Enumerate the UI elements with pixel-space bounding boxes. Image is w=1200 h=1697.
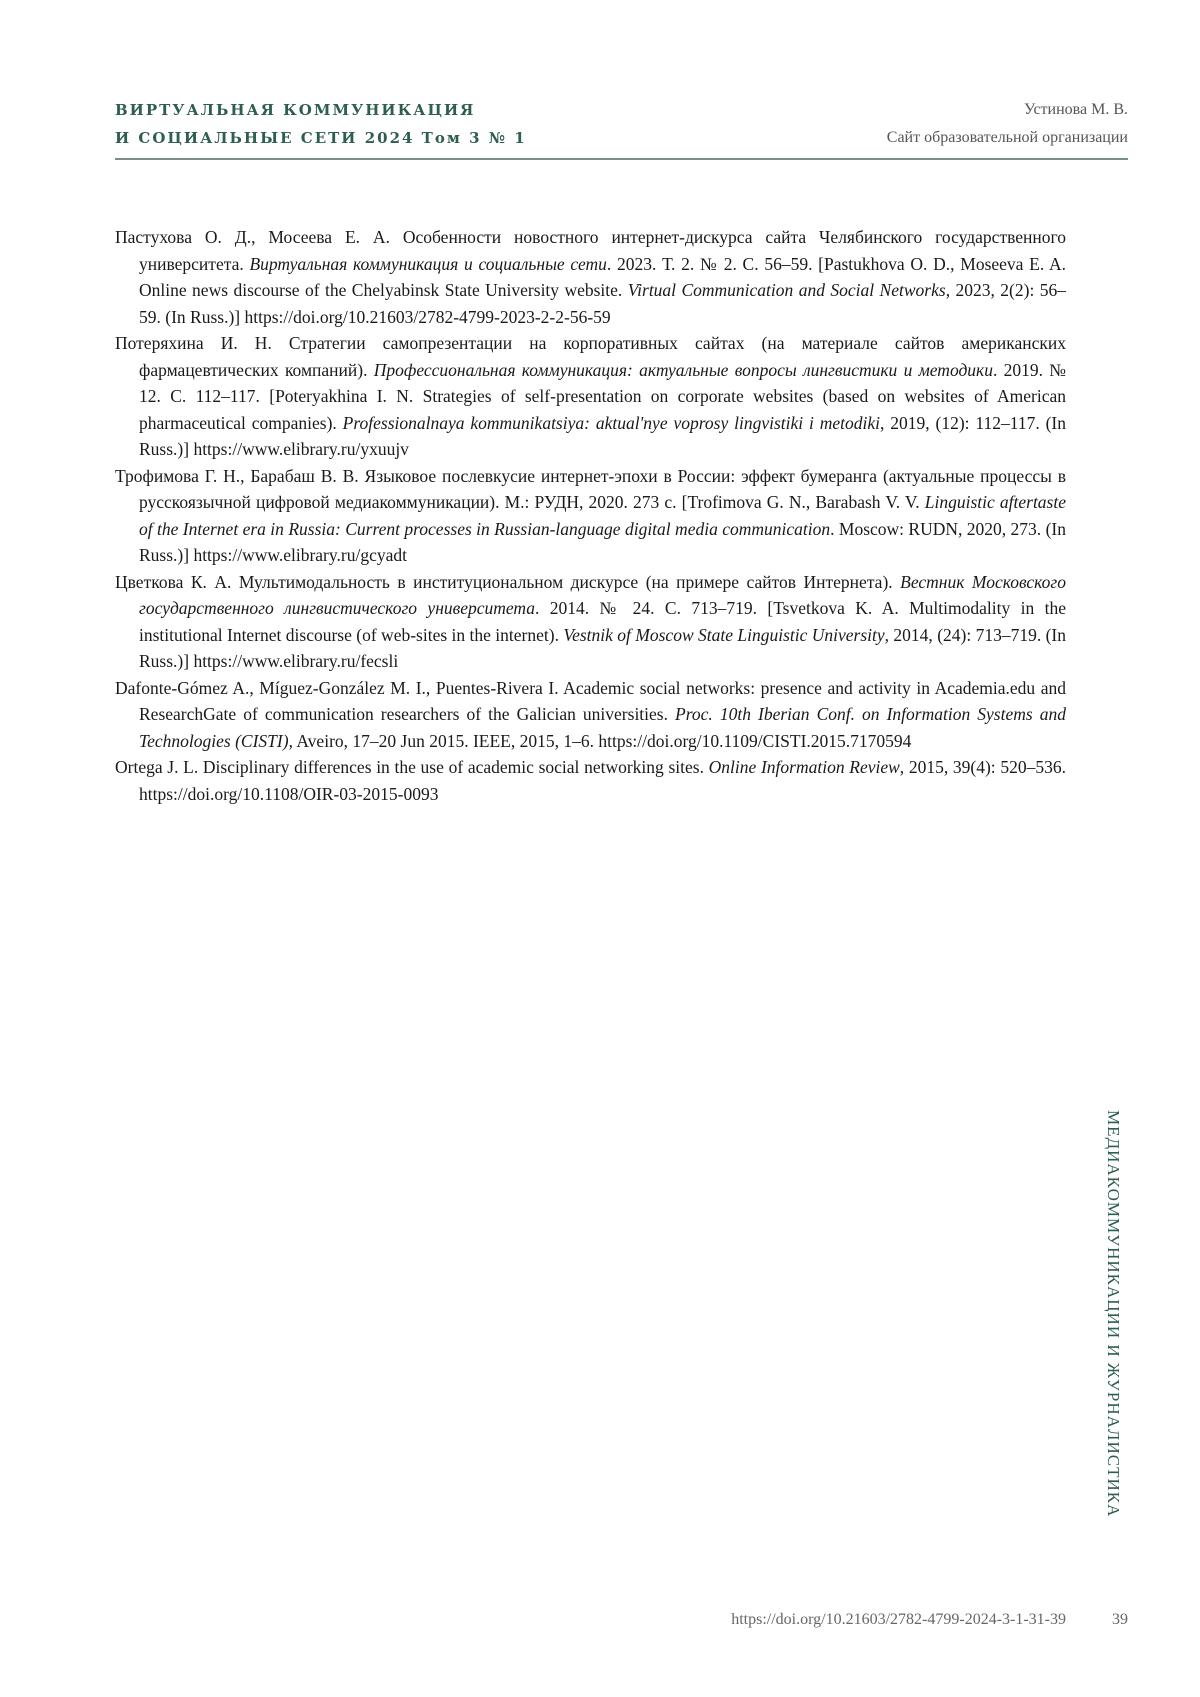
reference-item: Потеряхина И. Н. Стратегии самопрезентации на корпоративных сайтах (на материале сайтов американских фармацевтических компаний). Профессиональная коммуникация: актуальные вопросы лингвистики и методики. 2019. № 12. С. 112–117. [Poteryakhina I. N. Strategies of self-presentation on corporate websites (based on websites of American pharmaceutical companies). Professionalnaya kommunikatsiya: aktual'nye voprosy lingvistiki i metodiki, 2019, (12): 112–117. (In Russ.)] https://www.elibrary.ru/yxuujv [115, 330, 1066, 463]
reference-item: Dafonte-Gómez A., Míguez-González M. I., Puentes-Rivera I. Academic social networks: presence and activity in Academia.edu and ResearchGate of communication researchers of the Galician universities. Proc. 10th Iberian Conf. on Information Systems and Technologies (CISTI), Aveiro, 17–20 Jun 2015. IEEE, 2015, 1–6. https://doi.org/10.1109/CISTI.2015.7170594 [115, 675, 1066, 755]
journal-title-line-1: ВИРТУАЛЬНАЯ КОММУНИКАЦИЯ [115, 96, 527, 124]
reference-list [115, 224, 1066, 807]
article-info [887, 96, 1128, 152]
journal-title-line-2: И СОЦИАЛЬНЫЕ СЕТИ 2024 Том 3 № 1 [115, 124, 527, 152]
journal-title [115, 96, 527, 152]
footer-doi: https://doi.org/10.21603/2782-4799-2024-3-1-31-39 [731, 1611, 1066, 1629]
reference-item: Трофимова Г. Н., Барабаш В. В. Языковое послевкусие интернет-эпохи в России: эффект бумеранга (актуальные процессы в русскоязычной цифровой медиакоммуникации). М.: РУДН, 2020. 273 с. [Trofimova G. N., Barabash V. V. Linguistic aftertaste of the Internet era in Russia: Current processes in Russian-language digital media communication. Moscow: RUDN, 2020, 273. (In Russ.)] https://www.elibrary.ru/gcyadt [115, 463, 1066, 569]
author-name: Устинова М. В. [887, 96, 1128, 124]
section-name: МЕДИАКОММУНИКАЦИИ И ЖУРНАЛИСТИКА [1103, 1110, 1123, 1517]
reference-item: Цветкова К. А. Мультимодальность в институциональном дискурсе (на примере сайтов Интернета). Вестник Московского государственного лингвистического университета. 2014. № 24. С. 713–719. [Tsvetkova K. A. Multimodality in the institutional Internet discourse (of web-sites in the internet). Vestnik of Moscow State Linguistic University, 2014, (24): 713–719. (In Russ.)] https://www.elibrary.ru/fecsli [115, 569, 1066, 675]
page-number: 39 [1112, 1611, 1128, 1629]
section-side-label [1103, 1110, 1129, 1570]
reference-item: Ortega J. L. Disciplinary differences in the use of academic social networking sites. Online Information Review, 2015, 39(4): 520–536. https://doi.org/10.1108/OIR-03-2015-0093 [115, 754, 1066, 807]
article-title: Сайт образовательной организации [887, 124, 1128, 152]
reference-item: Пастухова О. Д., Мосеева Е. А. Особенности новостного интернет-дискурса сайта Челябинского государственного университета. Виртуальная коммуникация и социальные сети. 2023. Т. 2. № 2. С. 56–59. [Pastukhova O. D., Moseeva E. A. Online news discourse of the Chelyabinsk State University website. Virtual Communication and Social Networks, 2023, 2(2): 56–59. (In Russ.)] https://doi.org/10.21603/2782-4799-2023-2-2-56-59 [115, 224, 1066, 330]
running-header [115, 96, 1128, 160]
